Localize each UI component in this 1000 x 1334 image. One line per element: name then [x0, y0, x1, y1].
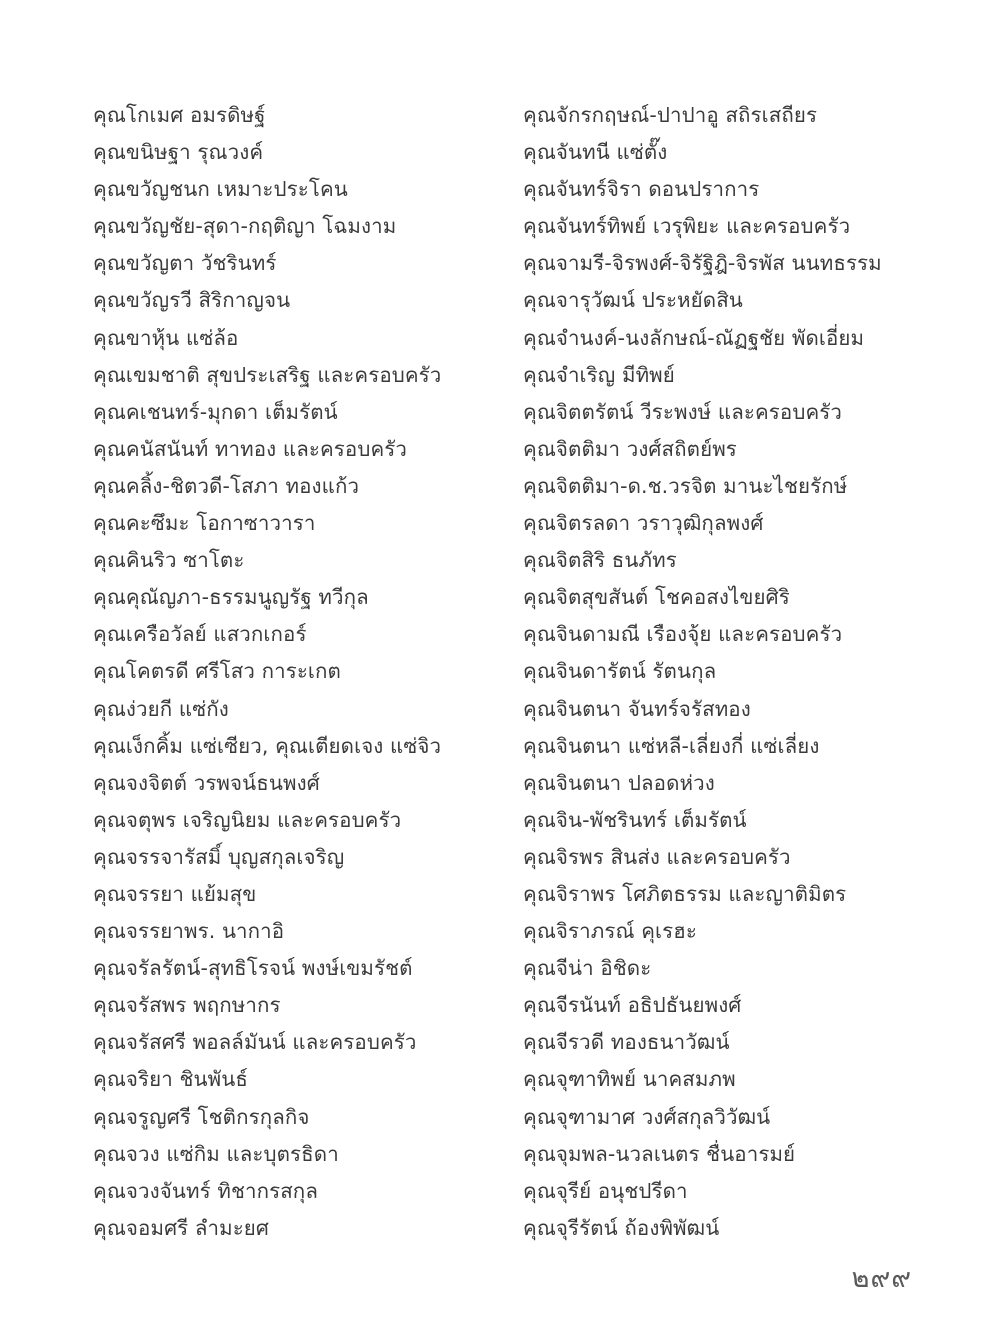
name-entry: คุณจิตตรัตน์ วีระพงษ์ และครอบครัว — [523, 399, 842, 424]
name-entry: คุณขวัญชนก เหมาะประโคน — [93, 177, 348, 202]
name-entry: คุณคเชนทร์-มุกดา เต็มรัตน์ — [93, 399, 338, 424]
name-entry: คุณจิตสุขสันต์ โชคอสงไขยศิริ — [523, 585, 790, 610]
name-entry: คุณจรัสพร พฤกษากร — [93, 993, 281, 1018]
name-entry: คุณจินตนา จันทร์จรัสทอง — [523, 696, 751, 721]
name-entry: คุณคินริว ซาโตะ — [93, 548, 245, 573]
name-entry: คุณจรรยา แย้มสุข — [93, 881, 257, 906]
name-entry: คุณง่วยกี แซ่กัง — [93, 696, 229, 721]
name-entry: คุณขวัญรวี สิริกาญจน — [93, 288, 291, 313]
name-entry: คุณจำเริญ มีทิพย์ — [523, 362, 675, 387]
name-entry: คุณจันทนี แซ่ตั๊ง — [523, 140, 668, 165]
name-entry: คุณจันทร์จิรา ดอนปราการ — [523, 177, 760, 202]
name-entry: คุณจิตติมา-ด.ช.วรจิต มานะไชยรักษ์ — [523, 473, 848, 498]
name-entry: คุณจรัลรัตน์-สุทธิโรจน์ พงษ์เขมรัชต์ — [93, 956, 413, 981]
name-entry: คุณจีรวดี ทองธนาวัฒน์ — [523, 1030, 730, 1055]
name-entry: คุณจงจิตต์ วรพจน์ธนพงศ์ — [93, 770, 320, 795]
name-entry: คุณคลิ้ง-ชิตวดี-โสภา ทองแก้ว — [93, 473, 360, 498]
name-entry: คุณจินดารัตน์ รัตนกุล — [523, 659, 717, 684]
name-entry: คุณขาหุ้น แซ่ล้อ — [93, 325, 239, 350]
name-entry: คุณเครือวัลย์ แสวกเกอร์ — [93, 622, 307, 647]
name-entry: คุณขนิษฐา รุณวงค์ — [93, 140, 264, 165]
name-entry: คุณจิตติมา วงศ์สถิตย์พร — [523, 436, 737, 461]
name-entry: คุณจิราภรณ์ คุเรฮะ — [523, 919, 697, 944]
names-list-right — [523, 97, 983, 1247]
name-entry: คุณเขมชาติ สุขประเสริฐ และครอบครัว — [93, 362, 442, 387]
page-number: ๒๙๙ — [851, 1263, 912, 1294]
name-entry: คุณจุมพล-นวลเนตร ชื่นอารมย์ — [523, 1141, 796, 1166]
name-entry: คุณโกเมศ อมรดิษฐ์ — [93, 103, 266, 127]
name-entry: คุณคุณัญภา-ธรรมนูญรัฐ ทวีกุล — [93, 585, 369, 610]
name-entry: คุณจินตนา ปลอดห่วง — [523, 770, 715, 795]
name-entry: คุณจริยา ชินพันธ์ — [93, 1067, 248, 1092]
name-entry: คุณจินดามณี เรืองจุ้ย และครอบครัว — [523, 622, 843, 647]
name-entry: คุณจอมศรี ลำมะยศ — [93, 1215, 270, 1240]
name-entry: คุณจีรนันท์ อธิปธันยพงศ์ — [523, 993, 742, 1018]
name-entry: คุณขวัญชัย-สุดา-กฤติญา โฉมงาม — [93, 214, 397, 239]
name-entry: คุณจตุพร เจริญนิยม และครอบครัว — [93, 807, 402, 832]
name-entry: คุณจุรีรัตน์ ถ้องพิพัฒน์ — [523, 1215, 720, 1240]
name-entry: คุณจรรจารัสมิ์ บุญสกุลเจริญ — [93, 844, 345, 869]
name-entry: คุณจุฑามาศ วงศ์สกุลวิวัฒน์ — [523, 1104, 771, 1129]
name-entry: คุณจวง แซ่กิม และบุตรธิดา — [93, 1141, 339, 1166]
name-entry: คุณจรรยาพร. นากาอิ — [93, 919, 285, 944]
name-entry: คุณจิตรลดา วราวุฒิกุลพงศ์ — [523, 511, 764, 536]
name-entry: คุณจรัสศรี พอลล์มันน์ และครอบครัว — [93, 1030, 417, 1055]
name-entry: คุณจวงจันทร์ ทิชากรสกุล — [93, 1178, 318, 1203]
name-entry: คุณเง็กคิ้ม แซ่เซียว, คุณเตียดเจง แซ่จิว — [93, 733, 442, 758]
name-entry: คุณคนัสนันท์ ทาทอง และครอบครัว — [93, 436, 407, 461]
name-entry: คุณจิตสิริ ธนภัทร — [523, 548, 677, 573]
name-entry: คุณขวัญตา วัชรินทร์ — [93, 251, 277, 276]
name-entry: คุณจีน่า อิชิดะ — [523, 956, 652, 981]
name-entry: คุณจันทร์ทิพย์ เวรุพิยะ และครอบครัว — [523, 214, 851, 239]
name-entry: คุณโคตรดี ศรีโสว การะเกต — [93, 659, 341, 684]
name-entry: คุณจุฑาทิพย์ นาคสมภพ — [523, 1067, 736, 1092]
name-entry: คุณคะซึมะ โอกาซาวารา — [93, 511, 316, 536]
name-entry: คุณจำนงค์-นงลักษณ์-ณัฏฐชัย พัดเอี่ยม — [523, 325, 865, 350]
names-list-left — [93, 97, 493, 1247]
name-entry: คุณจิรพร สินส่ง และครอบครัว — [523, 844, 791, 869]
name-entry: คุณจินตนา แซ่หลี-เลี่ยงกี่ แซ่เลี่ยง — [523, 733, 820, 758]
name-entry: คุณจามรี-จิรพงศ์-จิรัฐิฎิ-จิรพัส นนทธรรม — [523, 251, 882, 276]
name-entry: คุณจิน-พัชรินทร์ เต็มรัตน์ — [523, 807, 747, 832]
name-entry: คุณจิราพร โศภิตธรรม และญาติมิตร — [523, 881, 847, 906]
name-entry: คุณจรูญศรี โชติกรกุลกิจ — [93, 1104, 310, 1129]
name-entry: คุณจักรกฤษณ์-ปาปาอู สถิรเสถียร — [523, 103, 818, 127]
name-entry: คุณจารุวัฒน์ ประหยัดสิน — [523, 288, 743, 313]
name-entry: คุณจุรีย์ อนุชปรีดา — [523, 1178, 688, 1203]
